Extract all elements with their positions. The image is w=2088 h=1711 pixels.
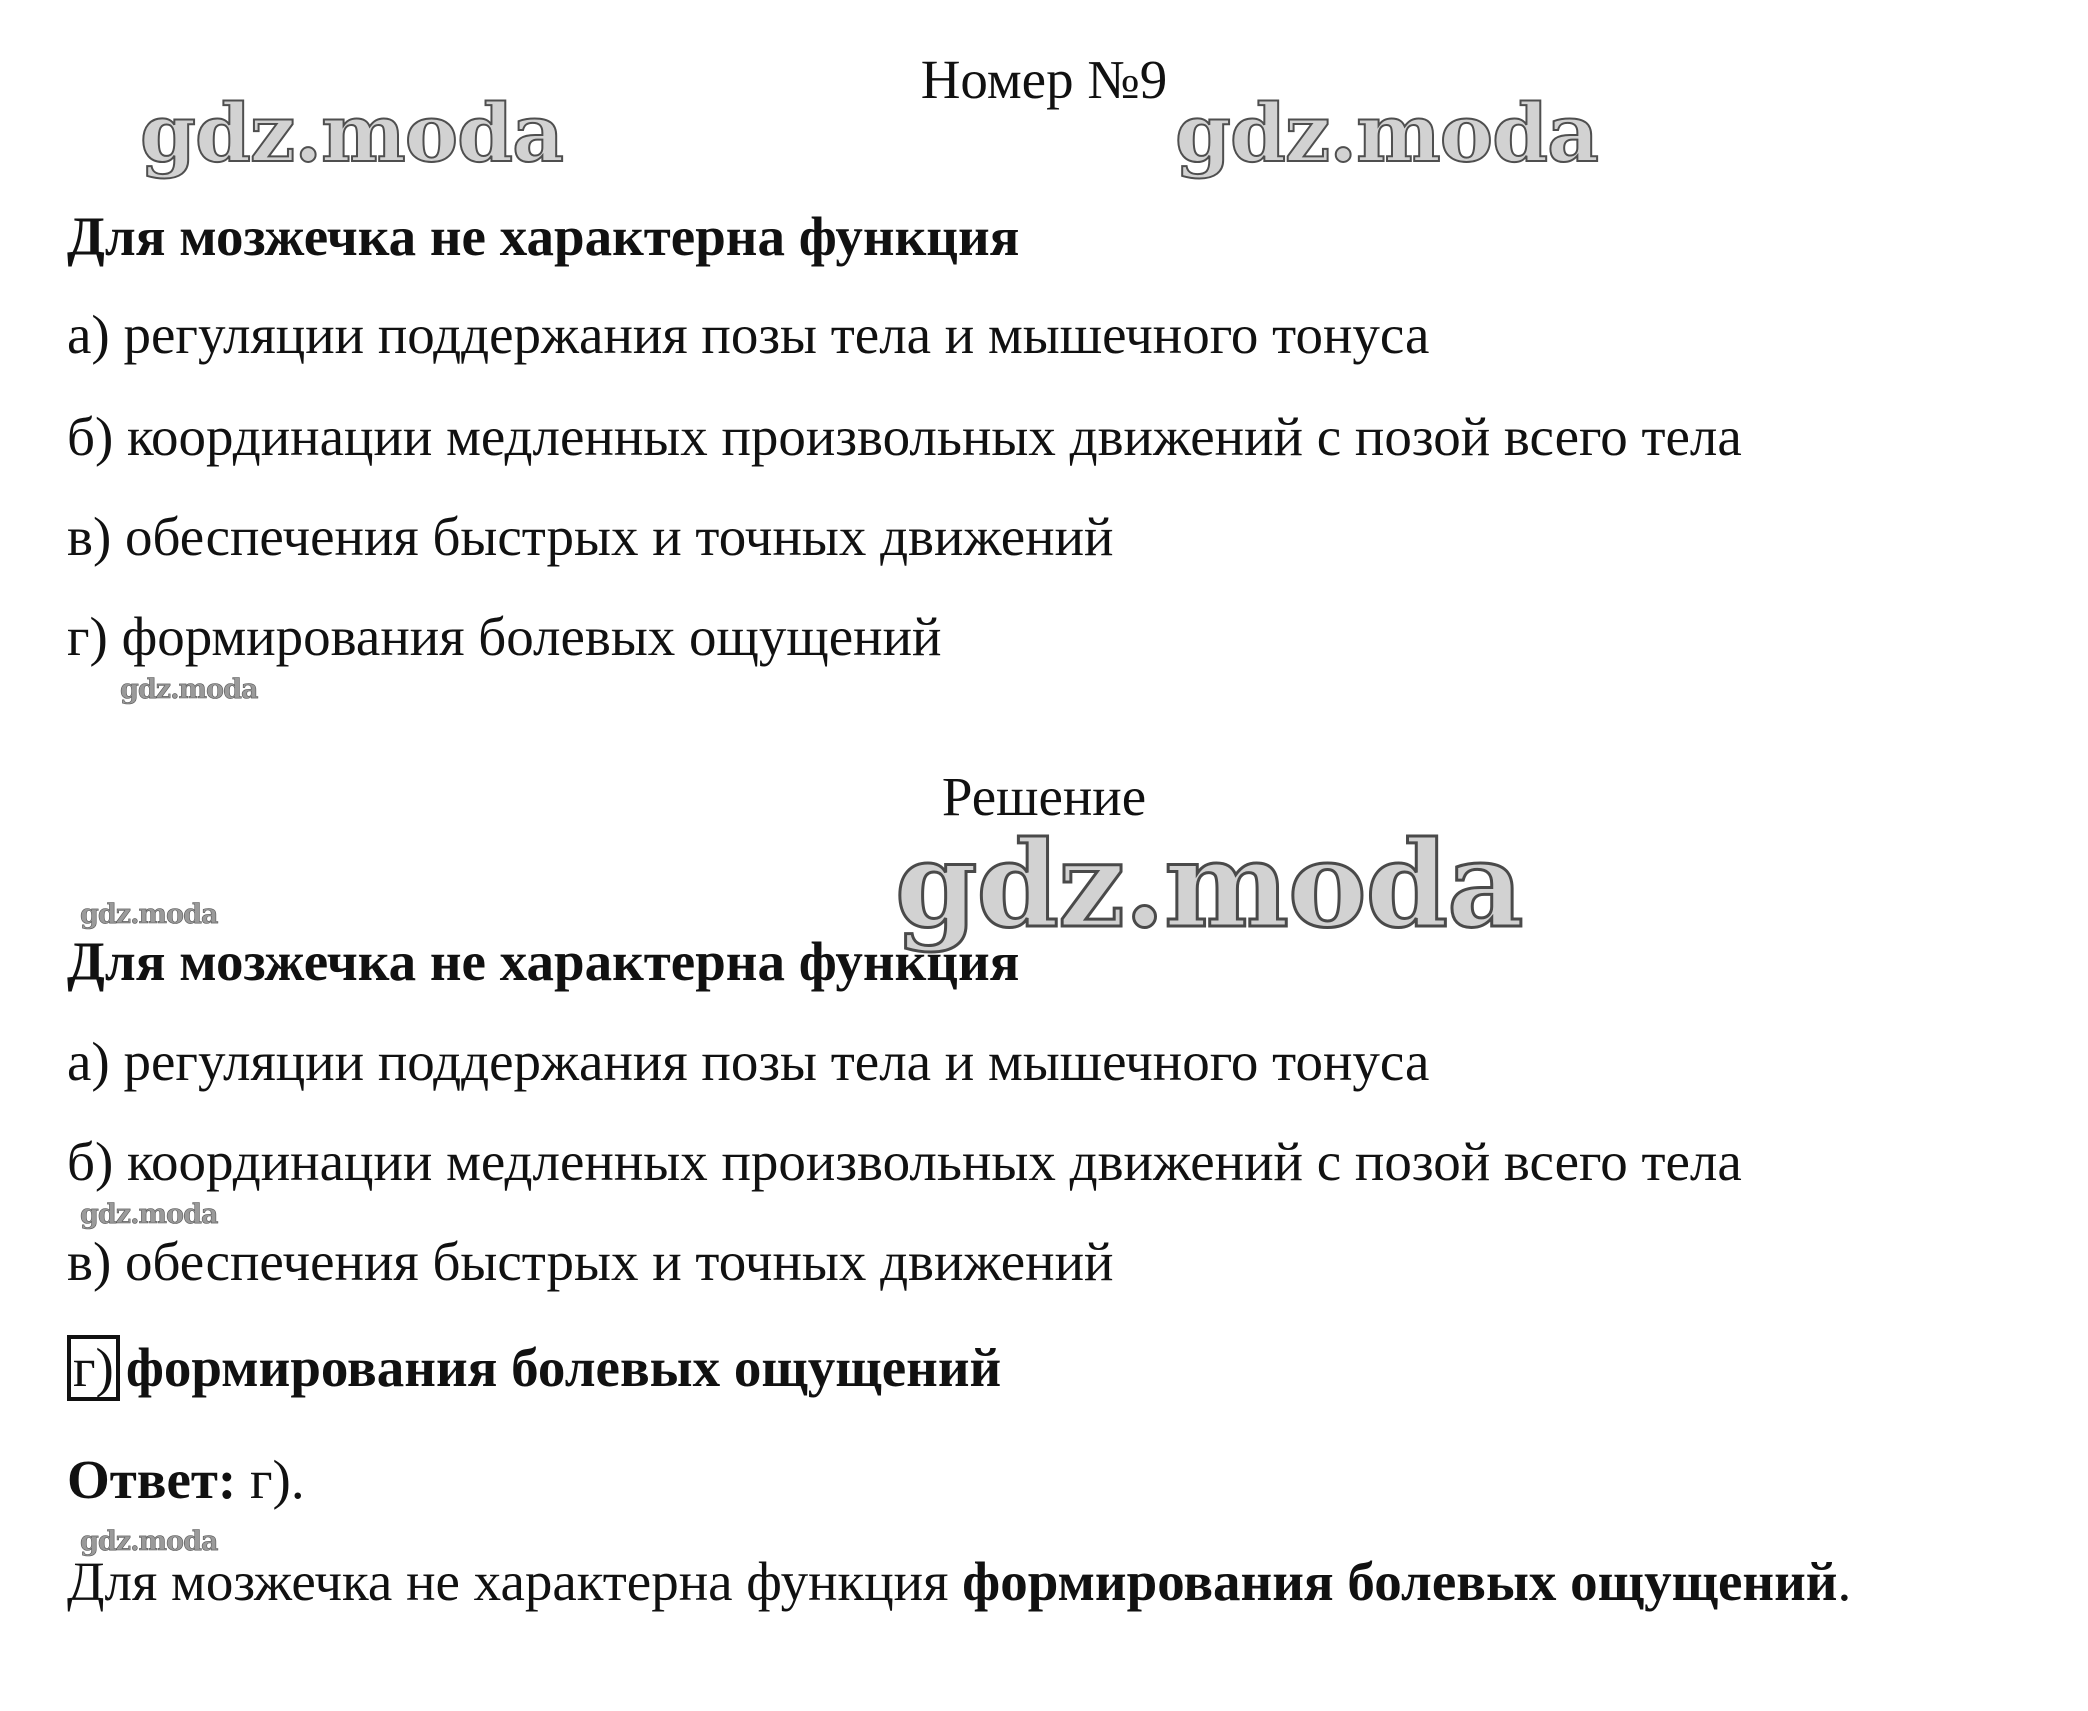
watermark-logo: gdz.moda [1175,86,1598,180]
watermark-logo: gdz.moda [120,674,258,705]
watermark-logo: gdz.moda [80,899,218,930]
solution-option-b: б) координации медленных произвольных движений с позой всего тела [67,1131,1742,1192]
question-option-a: а) регуляции поддержания позы тела и мышечного тонуса [67,304,1430,365]
question-option-d: г) формирования болевых ощущений [67,606,942,667]
question-option-b: б) координации медленных произвольных движений с позой всего тела [67,406,1742,467]
solution-prompt: Для мозжечка не характерна функция [67,931,1020,992]
watermark-logo: gdz.moda [80,1199,218,1230]
selected-option [67,1335,1001,1401]
page-title: Номер №9 [920,49,1168,110]
solution-option-a: а) регуляции поддержания позы тела и мышечного тонуса [67,1031,1430,1092]
answer-label: Ответ: [67,1449,237,1510]
explanation-bold: формирования болевых ощущений [962,1551,1838,1612]
answer-value: г). [236,1449,305,1510]
question-option-c: в) обеспечения быстрых и точных движений [67,506,1114,567]
answer-line [67,1448,305,1512]
explanation-prefix: Для мозжечка не характерна функция [67,1551,963,1612]
selected-option-letter: г) [67,1335,120,1401]
watermark-logo: gdz.moda [80,1526,218,1557]
solution-title: Решение [941,766,1147,827]
watermark-logo: gdz.moda [140,86,563,180]
question-prompt: Для мозжечка не характерна функция [67,206,1020,267]
watermark-logo: gdz.moda [895,815,1523,954]
explanation-suffix: . [1837,1551,1852,1612]
solution-option-c: в) обеспечения быстрых и точных движений [67,1231,1114,1292]
selected-option-text: формирования болевых ощущений [125,1337,1002,1398]
explanation-line [67,1550,1851,1614]
